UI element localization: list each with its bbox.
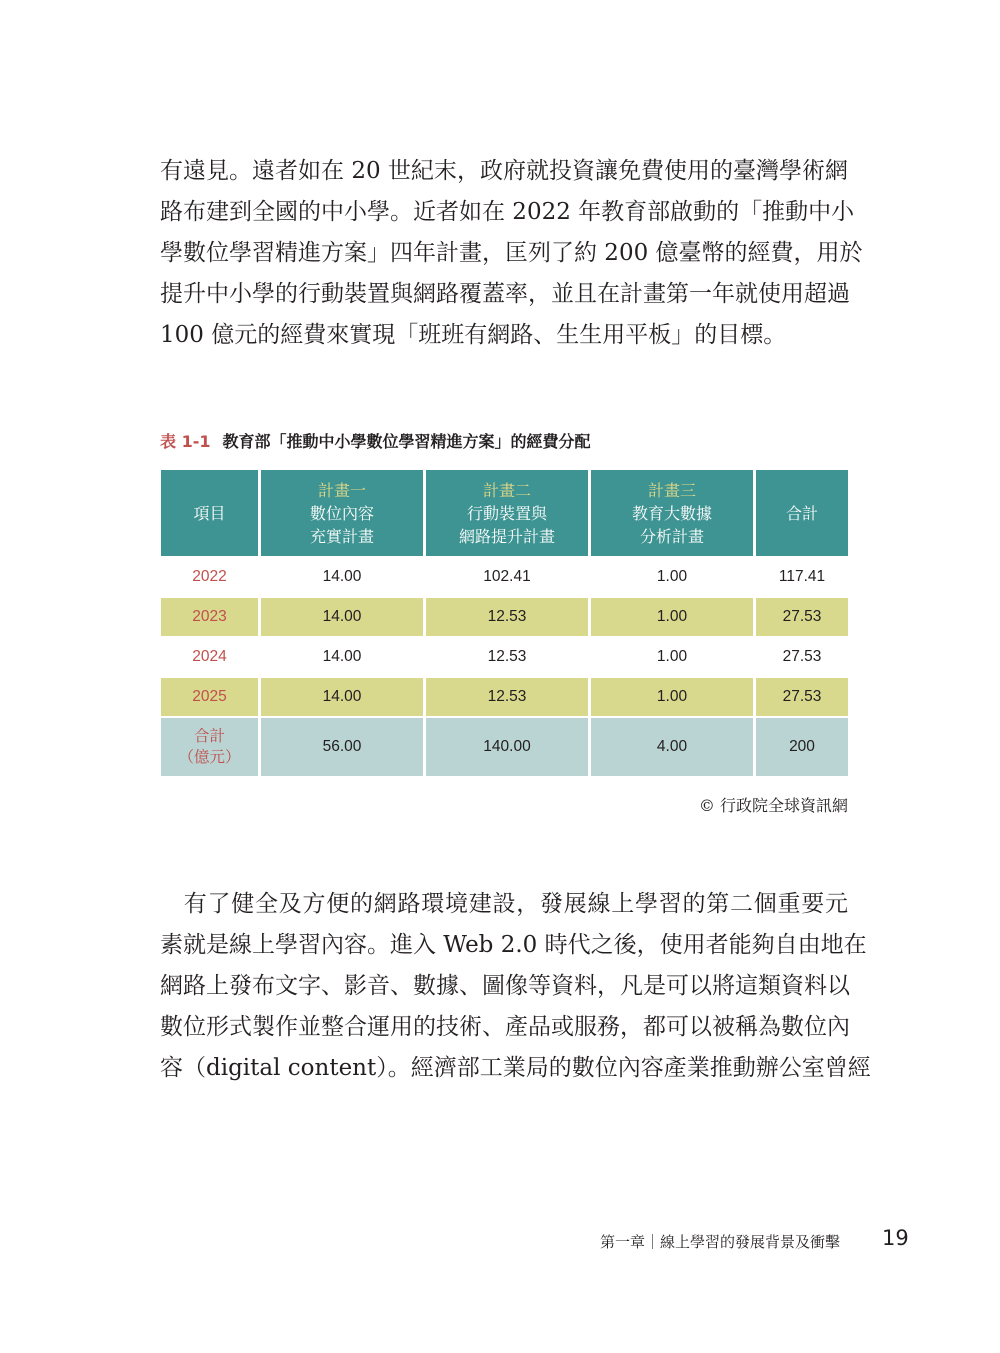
paragraph-line: 素就是線上學習內容。進入 Web 2.0 時代之後，使用者能夠自由地在 <box>160 932 867 958</box>
table-caption <box>160 429 591 452</box>
table-row <box>160 637 850 677</box>
value-cell: 27.53 <box>755 597 850 637</box>
total-value-cell: 4.00 <box>590 717 755 777</box>
value-cell: 12.53 <box>425 597 590 637</box>
table-header-row <box>160 470 850 557</box>
paragraph-line: 數位形式製作並整合運用的技術、產品或服務，都可以被稱為數位內 <box>160 1014 850 1040</box>
value-cell: 14.00 <box>260 597 425 637</box>
value-cell: 12.53 <box>425 677 590 717</box>
paragraph-line: 100 億元的經費來實現「班班有網路、生生用平板」的目標。 <box>160 322 787 348</box>
value-cell: 14.00 <box>260 637 425 677</box>
value-cell: 14.00 <box>260 677 425 717</box>
year-cell: 2024 <box>160 637 260 677</box>
table-total-row <box>160 717 850 777</box>
page-number: 19 <box>882 1226 909 1250</box>
total-value-cell: 56.00 <box>260 717 425 777</box>
paragraph-line: 提升中小學的行動裝置與網路覆蓋率，並且在計畫第一年就使用超過 <box>160 281 850 307</box>
paragraph-line: 容（digital content）。經濟部工業局的數位內容產業推動辦公室曾經 <box>160 1055 871 1081</box>
total-label-cell: 合計 （億元） <box>160 717 260 777</box>
value-cell: 1.00 <box>590 597 755 637</box>
paragraph-line: 有遠見。遠者如在 20 世紀末，政府就投資讓免費使用的臺灣學術網 <box>160 158 848 184</box>
total-value-cell: 200 <box>755 717 850 777</box>
total-value-cell: 140.00 <box>425 717 590 777</box>
paragraph-line: 學數位學習精進方案」四年計畫，匡列了約 200 億臺幣的經費，用於 <box>160 240 863 266</box>
value-cell: 102.41 <box>425 557 590 597</box>
value-cell: 1.00 <box>590 637 755 677</box>
value-cell: 117.41 <box>755 557 850 597</box>
paragraph-line: 網路上發布文字、影音、數據、圖像等資料，凡是可以將這類資料以 <box>160 973 850 999</box>
year-cell: 2022 <box>160 557 260 597</box>
table-source-note: © 行政院全球資訊網 <box>698 796 848 815</box>
value-cell: 27.53 <box>755 677 850 717</box>
value-cell: 1.00 <box>590 557 755 597</box>
value-cell: 1.00 <box>590 677 755 717</box>
paragraph-line: 路布建到全國的中小學。近者如在 2022 年教育部啟動的「推動中小 <box>160 199 855 225</box>
header-total: 合計 <box>755 470 850 557</box>
table-title: 教育部「推動中小學數位學習精進方案」的經費分配 <box>222 432 591 451</box>
body-paragraph-1 <box>160 151 863 356</box>
value-cell: 14.00 <box>260 557 425 597</box>
header-item: 項目 <box>160 470 260 557</box>
header-plan-1: 計畫一 數位內容 充實計畫 <box>260 470 425 557</box>
table-row <box>160 557 850 597</box>
body-paragraph-2 <box>160 884 871 1089</box>
footer-chapter-title: 第一章｜線上學習的發展背景及衝擊 <box>600 1233 841 1251</box>
table-row <box>160 677 850 717</box>
header-plan-2: 計畫二 行動裝置與 網路提升計畫 <box>425 470 590 557</box>
paragraph-line: 有了健全及方便的網路環境建設，發展線上學習的第二個重要元 <box>160 891 848 917</box>
value-cell: 12.53 <box>425 637 590 677</box>
year-cell: 2025 <box>160 677 260 717</box>
table-row <box>160 597 850 637</box>
table-number: 表 1-1 <box>160 432 211 451</box>
header-plan-3: 計畫三 教育大數據 分析計畫 <box>590 470 755 557</box>
year-cell: 2023 <box>160 597 260 637</box>
budget-table <box>158 470 851 778</box>
value-cell: 27.53 <box>755 637 850 677</box>
